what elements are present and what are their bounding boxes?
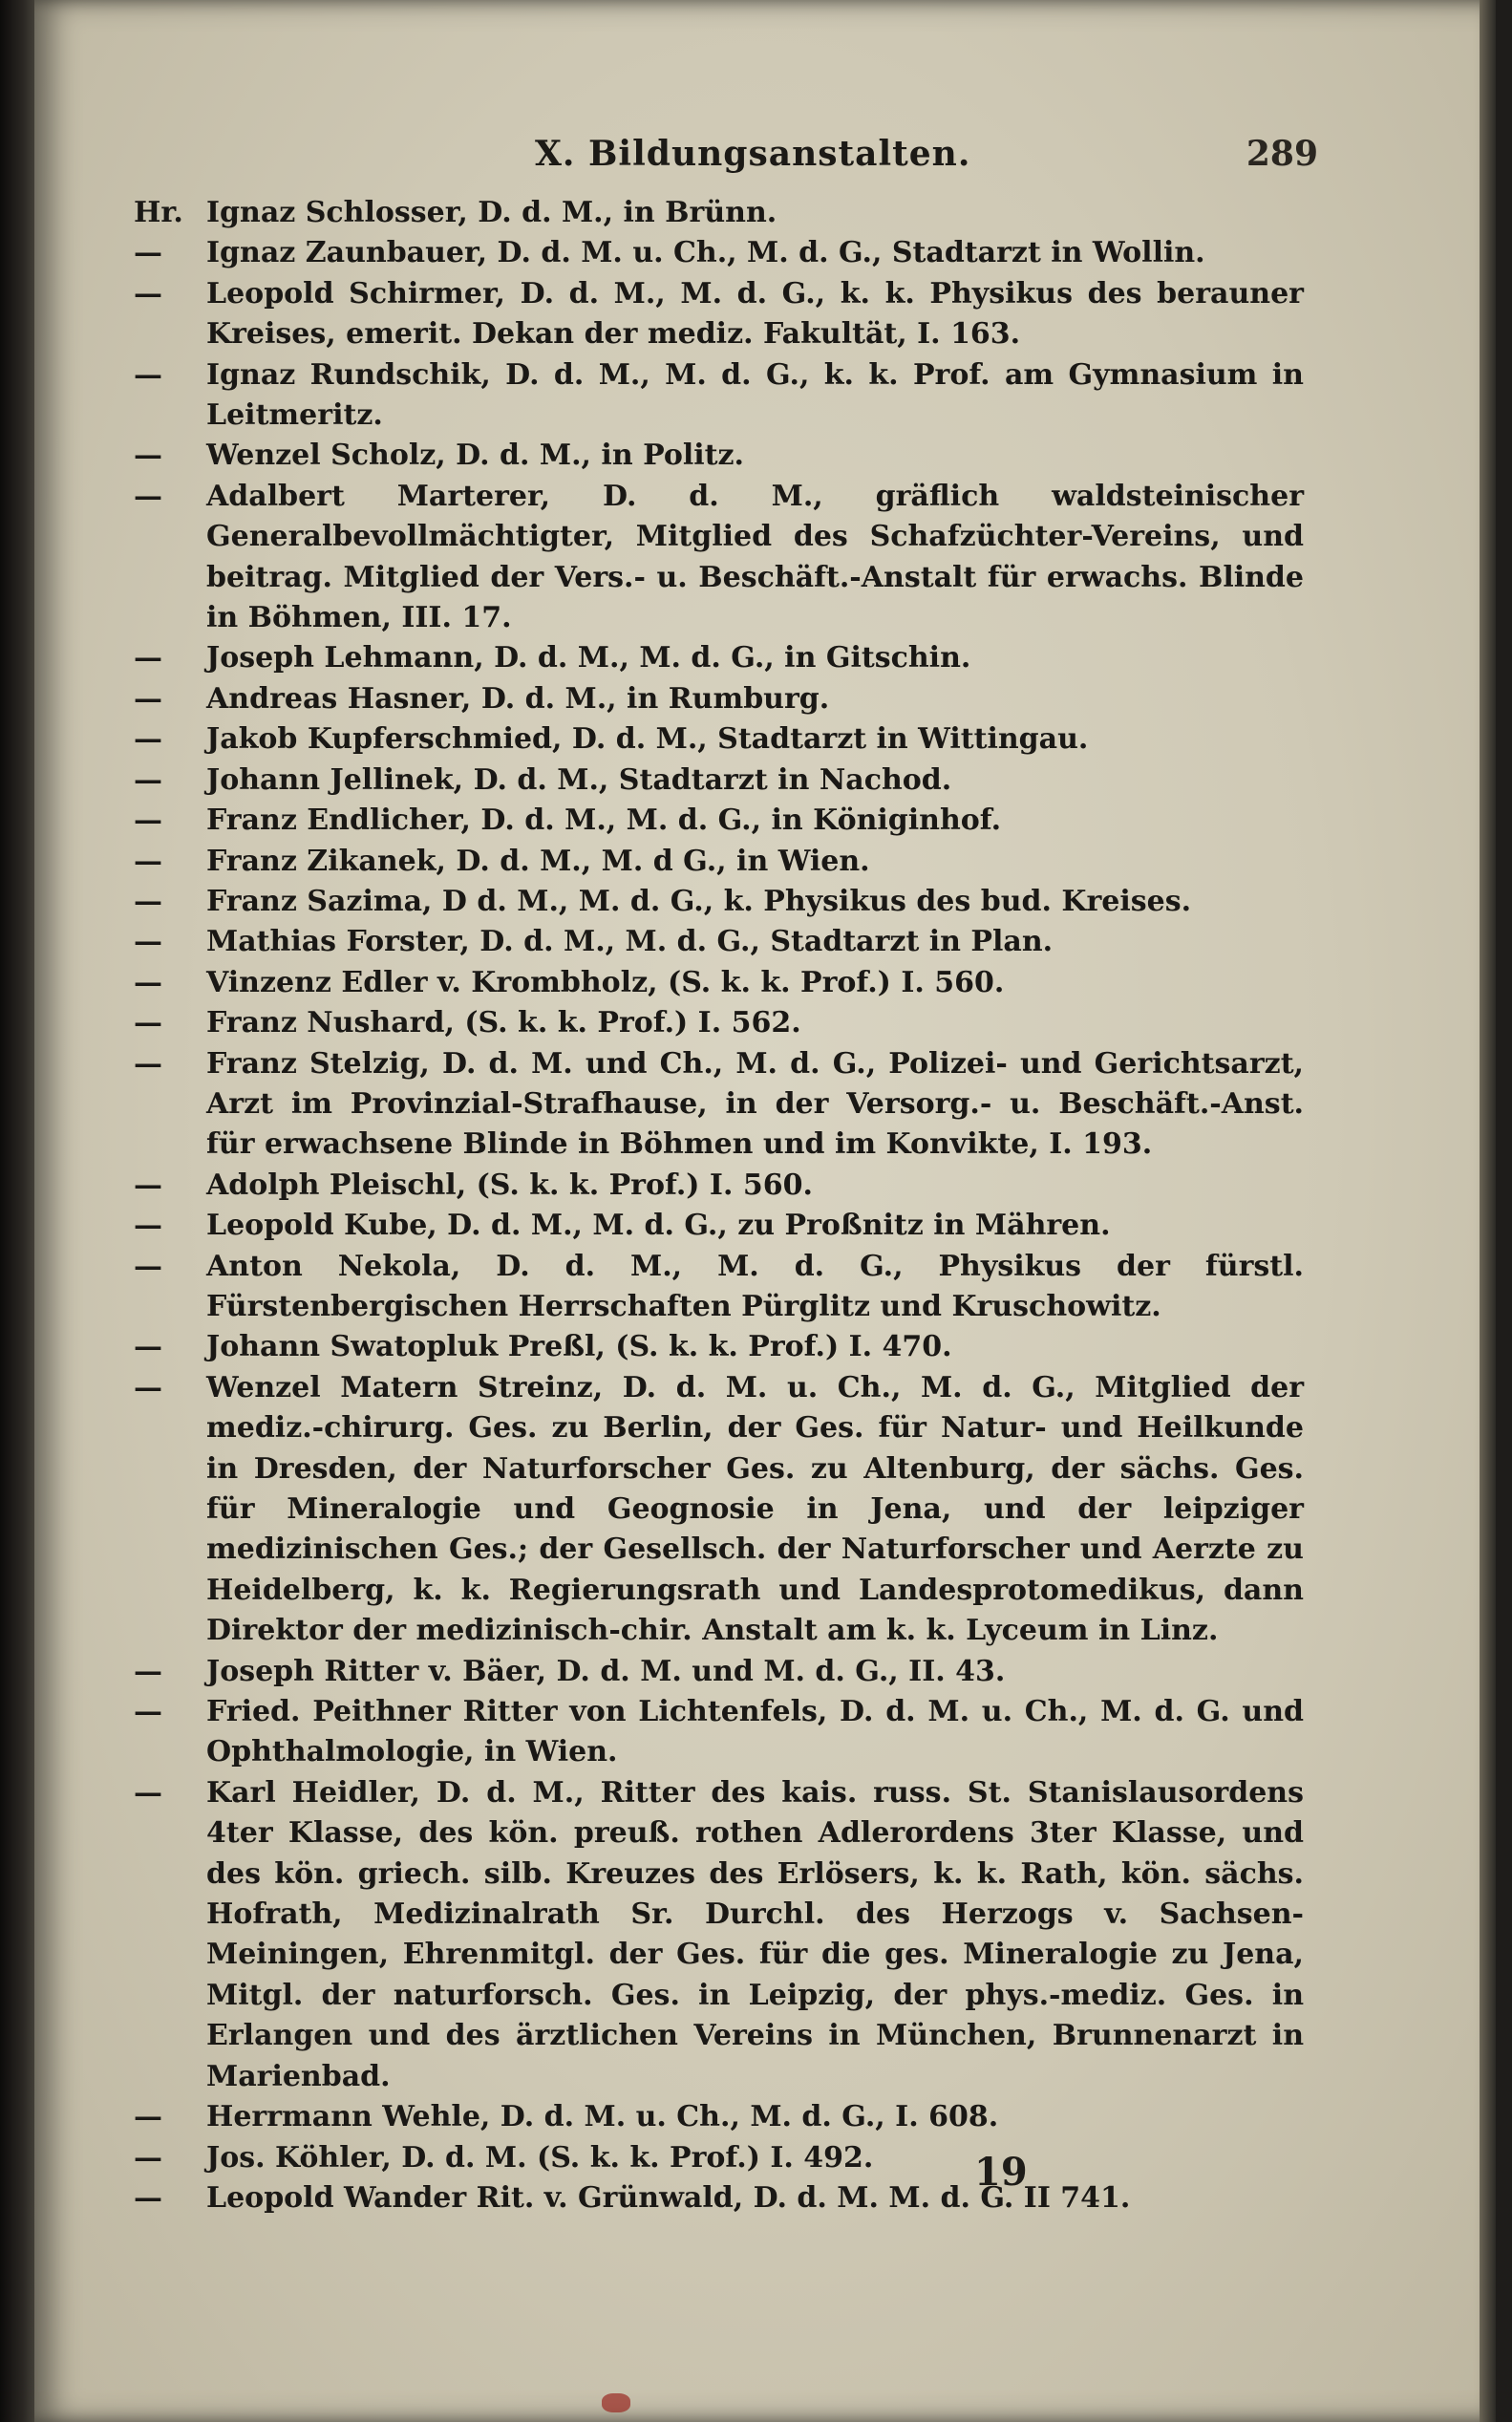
list-item: [134, 679, 1304, 719]
list-item: [134, 233, 1304, 273]
entry-prefix: —: [134, 1209, 162, 1243]
list-item: [134, 1044, 1304, 1166]
section-title: X. Bildungsanstalten.: [535, 134, 971, 174]
entry-text: Leopold Wander Rit. v. Grünwald, D. d. M. M. d. G. II 741.: [206, 2180, 1131, 2215]
entry-prefix: —: [134, 925, 162, 959]
entry-text: Ignaz Rundschik, D. d. M., M. d. G., k. k. Prof. am Gymnasium in Leitmeritz.: [206, 357, 1304, 433]
entry-text: Joseph Lehmann, D. d. M., M. d. G., in Gitschin.: [206, 641, 971, 675]
entry-prefix: —: [134, 641, 162, 675]
entry-prefix: —: [134, 1168, 162, 1202]
entry-prefix: —: [134, 762, 162, 797]
list-item: [134, 1003, 1304, 1043]
list-item: [134, 761, 1304, 801]
entry-text: Leopold Kube, D. d. M., M. d. G., zu Proßnitz in Mähren.: [206, 1209, 1111, 1243]
entry-text: Karl Heidler, D. d. M., Ritter des kais. russ. St. Stanislausordens 4ter Klasse, des kön. preuß. rothen Adlerordens 3ter Klasse, und des kön. griech. silb. Kreuzes des Erlösers, k. k. Rath, kön. sächs. Hofrath, Medizinalrath Sr. Durchl. des Herzogs v. Sachsen-Meiningen, Ehrenmitgl. der Ges. für die ges. Mineralogie zu Jena, Mitgl. der naturforsch. Ges. in Leipzig, der phys.-mediz. Ges. in Erlangen und des ärztlichen Vereins in München, Brunnenarzt in Marienbad.: [206, 1775, 1304, 2093]
entry-prefix: —: [134, 236, 162, 270]
entry-prefix: —: [134, 1695, 162, 1729]
entry-text: Johann Jellinek, D. d. M., Stadtarzt in Nachod.: [206, 762, 952, 797]
entry-prefix: —: [134, 357, 162, 392]
entry-prefix: —: [134, 2180, 162, 2215]
entry-text: Vinzenz Edler v. Krombholz, (S. k. k. Prof.) I. 560.: [206, 965, 1005, 999]
entry-prefix: Hr.: [134, 196, 183, 229]
entry-prefix: —: [134, 884, 162, 918]
signature-mark: 19: [974, 2150, 1028, 2195]
entry-prefix: —: [134, 804, 162, 838]
entry-prefix: —: [134, 1006, 162, 1040]
entry-text: Franz Nushard, (S. k. k. Prof.) I. 562.: [206, 1006, 801, 1040]
list-item: [134, 274, 1304, 355]
book-binding-shadow: [0, 0, 38, 2422]
list-item: [134, 1247, 1304, 1328]
entry-prefix: —: [134, 681, 162, 716]
entry-text: Wenzel Matern Streinz, D. d. M. u. Ch., M. d. G., Mitglied der mediz.-chirurg. Ges. zu Berlin, der Ges. für Natur- und Heilkunde in Dresden, der Naturforscher Ges. zu Altenburg, der sächs. Ges. für Mineralogie und Geognosie in Jena, und der leipziger medizinischen Ges.; der Gesellsch. der Naturforscher und Aerzte zu Heidelberg, k. k. Regierungsrath und Landesprotomedikus, dann Direktor der medizinisch-chir. Anstalt am k. k. Lyceum in Linz.: [206, 1370, 1304, 1648]
entry-prefix: —: [134, 1775, 162, 1810]
list-item: [134, 963, 1304, 1003]
entry-prefix: —: [134, 2140, 162, 2175]
entry-text: Ignaz Schlosser, D. d. M., in Brünn.: [206, 196, 777, 229]
entry-prefix: —: [134, 479, 162, 513]
list-item: [134, 193, 1304, 233]
list-item: [134, 801, 1304, 841]
list-item: [134, 1206, 1304, 1246]
list-item: [134, 1652, 1304, 1692]
list-item: [134, 1773, 1304, 2097]
running-header: [497, 134, 1318, 191]
entry-text: Jakob Kupferschmied, D. d. M., Stadtarzt in Wittingau.: [206, 722, 1089, 757]
entry-list: [134, 193, 1304, 2218]
list-item: [134, 2138, 1304, 2178]
list-item: [134, 922, 1304, 962]
entry-text: Adalbert Marterer, D. d. M., gräflich waldsteinischer Generalbevollmächtigter, Mitglied des Schafzüchter-Vereins, und beitrag. Mitglied der Vers.- u. Beschäft.-Anstalt für erwachs. Blinde in Böhmen, III. 17.: [206, 479, 1304, 635]
entry-prefix: —: [134, 1330, 162, 1364]
entry-text: Andreas Hasner, D. d. M., in Rumburg.: [206, 681, 830, 716]
entry-text: Johann Swatopluk Preßl, (S. k. k. Prof.) I. 470.: [206, 1330, 952, 1364]
list-item: [134, 2178, 1304, 2218]
entry-text: Franz Zikanek, D. d. M., M. d G., in Wien.: [206, 844, 870, 878]
entry-text: Mathias Forster, D. d. M., M. d. G., Stadtarzt in Plan.: [206, 925, 1054, 959]
entry-prefix: —: [134, 965, 162, 999]
list-item: [134, 842, 1304, 882]
entry-text: Leopold Schirmer, D. d. M., M. d. G., k. k. Physikus des berauner Kreises, emerit. Dekan der mediz. Fakultät, I. 163.: [206, 276, 1304, 352]
ink-stain: [602, 2393, 630, 2412]
entry-text: Franz Endlicher, D. d. M., M. d. G., in Königinhof.: [206, 804, 1002, 838]
entry-text: Ignaz Zaunbauer, D. d. M. u. Ch., M. d. G., Stadtarzt in Wollin.: [206, 236, 1205, 270]
entry-prefix: —: [134, 1249, 162, 1283]
list-item: [134, 882, 1304, 922]
list-item: [134, 477, 1304, 639]
entry-prefix: —: [134, 439, 162, 473]
entry-text: Fried. Peithner Ritter von Lichtenfels, D. d. M. u. Ch., M. d. G. und Ophthalmologie, in Wien.: [206, 1695, 1304, 1769]
list-item: [134, 436, 1304, 476]
list-item: [134, 1368, 1304, 1652]
list-item: [134, 2097, 1304, 2137]
entry-prefix: —: [134, 2100, 162, 2134]
entry-text: Wenzel Scholz, D. d. M., in Politz.: [206, 439, 744, 473]
list-item: [134, 719, 1304, 760]
entry-text: Herrmann Wehle, D. d. M. u. Ch., M. d. G., I. 608.: [206, 2100, 999, 2134]
entry-prefix: —: [134, 1046, 162, 1081]
entry-prefix: —: [134, 276, 162, 311]
entry-text: Franz Stelzig, D. d. M. und Ch., M. d. G., Polizei- und Gerichtsarzt, Arzt im Provinzial-Strafhause, in der Versorg.- u. Beschäft.-Anst. für erwachsene Blinde in Böhmen und im Konvikte, I. 193.: [206, 1046, 1304, 1162]
entry-prefix: —: [134, 844, 162, 878]
list-item: [134, 638, 1304, 678]
page-edge: [1480, 0, 1496, 2422]
list-item: [134, 1692, 1304, 1773]
entry-prefix: —: [134, 722, 162, 757]
page-number: 289: [1246, 134, 1318, 174]
entry-text: Joseph Ritter v. Bäer, D. d. M. und M. d. G., II. 43.: [206, 1654, 1006, 1688]
entry-text: Jos. Köhler, D. d. M. (S. k. k. Prof.) I. 492.: [206, 2140, 874, 2175]
entry-text: Franz Sazima, D d. M., M. d. G., k. Physikus des bud. Kreises.: [206, 884, 1192, 918]
list-item: [134, 1327, 1304, 1367]
entry-text: Anton Nekola, D. d. M., M. d. G., Physikus der fürstl. Fürstenbergischen Herrschaften Pürglitz und Kruschowitz.: [206, 1249, 1304, 1323]
list-item: [134, 355, 1304, 437]
entry-prefix: —: [134, 1370, 162, 1404]
entry-text: Adolph Pleischl, (S. k. k. Prof.) I. 560.: [206, 1168, 813, 1202]
entry-prefix: —: [134, 1654, 162, 1688]
list-item: [134, 1166, 1304, 1206]
